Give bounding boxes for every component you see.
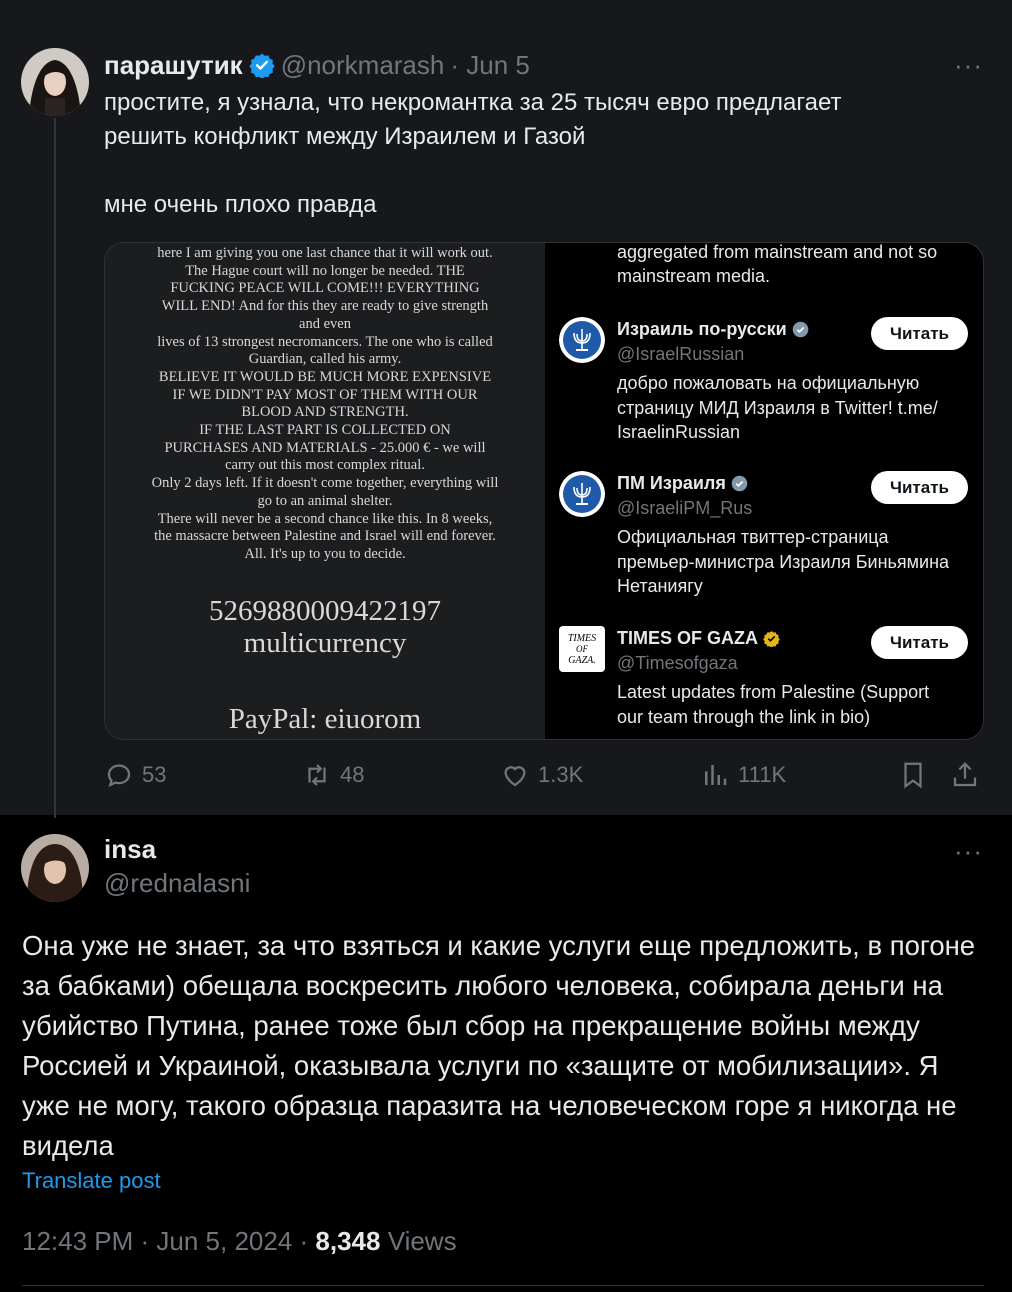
reply-icon: [104, 760, 134, 790]
views-count: 111K: [738, 762, 787, 787]
times-of-gaza-logo: [559, 626, 605, 672]
reply-count: 53: [142, 762, 167, 787]
views-total: 8,348: [315, 1226, 381, 1256]
account-bio: Latest updates from Palestine (Support our team through the link in bio): [617, 682, 930, 727]
bookmark-button[interactable]: [898, 760, 928, 790]
svg-text:GAZA.: GAZA.: [568, 655, 596, 666]
translate-post-link[interactable]: Translate post: [22, 1168, 161, 1193]
tweet-header: [104, 48, 530, 82]
tweet-media[interactable]: [104, 242, 984, 740]
views-button[interactable]: [700, 760, 786, 790]
bookmark-icon: [898, 760, 928, 790]
repost-count: 48: [340, 762, 365, 787]
avatar[interactable]: [21, 48, 89, 116]
account-suggestion: [545, 471, 983, 611]
more-options-icon[interactable]: ···: [954, 50, 983, 80]
repost-button[interactable]: [302, 760, 364, 790]
divider: [22, 1285, 984, 1286]
author-name[interactable]: insa: [104, 834, 157, 864]
author-handle[interactable]: @rednalasni: [104, 868, 251, 898]
follow-button: Читать: [871, 471, 968, 504]
share-icon: [950, 760, 980, 790]
aggregated-text: aggregated from mainstream and not so mainstream media.: [617, 242, 938, 286]
like-count: 1.3K: [538, 762, 584, 787]
verified-gold-badge-icon: [763, 630, 780, 647]
note-text: here I am giving you one last chance that it will work out. The Hague court will no longer be needed. THE FUCKING PEACE WILL COME!!! EVERYTHING WILL END! And for this they are ready to give strength and even lives of 13 strongest necromancers. The one who is called Guardian, called his army. BELIEVE IT WOULD BE MUCH MORE EXPENSIVE IF WE DIDN'T PAY MOST OF THEM WITH OUR BLOOD AND STRENGTH. IF THE LAST PART IS COLLECTED ON PURCHASES AND MATERIALS - 25.000 € - we will carry out this most complex ritual. Only 2 days left. If it doesn't come together, everything will go to an animal shelter. There will never be a second chance like this. In 8 weeks, the massacre between Palestine and Israel will end forever. All. It's up to you to decide.: [151, 245, 499, 562]
views-label: Views: [380, 1226, 457, 1256]
tweet-meta: [22, 1226, 457, 1257]
tweet-text: Она уже не знает, за что взяться и какие услуги еще предложить, в погоне за бабками) обещала воскресить любого человека, собирала деньги на убийство Путина, ранее тоже был сбор на прекращение войны между Россией и Украиной, оказывала услуги по «защите от мобилизации». Я уже не могу, такого образца паразита на человеческом горе я никогда не видела: [22, 930, 976, 1161]
follow-button: Читать: [871, 626, 968, 659]
media-image-note: [105, 243, 545, 739]
account-suggestion: [545, 626, 983, 740]
like-button[interactable]: [500, 760, 583, 790]
thread-connector-line: [54, 118, 56, 818]
account-suggestion: [545, 317, 983, 457]
account-bio: добро пожаловать на официальную страницу МИД Израиля в Twitter! t.me/ IsraelinRussian: [617, 373, 938, 442]
account-handle: @Timesofgaza: [617, 653, 738, 673]
menorah-emblem-icon: [559, 471, 605, 517]
menorah-emblem-icon: [559, 317, 605, 363]
avatar-image: [21, 48, 89, 116]
account-name: ПМ Израиля: [617, 473, 748, 494]
paypal-text: PayPal: eiuorom: [228, 703, 422, 735]
account-bio: Официальная твиттер-страница премьер-министра Израиля Биньямина Нетаниягу: [617, 527, 950, 596]
avatar-image: [21, 834, 89, 902]
heart-icon: [500, 760, 530, 790]
svg-text:TIMES: TIMES: [567, 633, 597, 644]
tweet-actions: [104, 760, 982, 794]
reply-button[interactable]: [104, 760, 166, 790]
account-handle: @IsraelRussian: [617, 344, 745, 364]
author-name[interactable]: парашутик: [104, 49, 243, 80]
verified-badge-icon: [249, 52, 275, 78]
avatar[interactable]: [21, 834, 89, 902]
tweet-text: простите, я узнала, что некромантка за 25 тысяч евро предлагает решить конфликт между Израилем и Газой мне очень плохо правда: [104, 89, 842, 218]
views-chart-icon: [700, 760, 730, 790]
account-name: Израиль по-русски: [617, 319, 809, 340]
media-image-accounts: [545, 243, 983, 739]
more-options-icon[interactable]: ···: [954, 836, 983, 866]
svg-text:OF: OF: [576, 644, 588, 654]
share-button[interactable]: [950, 760, 980, 790]
author-handle[interactable]: @norkmarash: [280, 49, 445, 80]
card-currency: multicurrency: [243, 627, 407, 659]
account-handle: @IsraeliPM_Rus: [617, 498, 753, 518]
follow-button: Читать: [871, 317, 968, 350]
account-name: TIMES OF GAZA: [617, 628, 780, 649]
verified-gray-badge-icon: [731, 475, 748, 492]
verified-gray-badge-icon: [792, 321, 809, 338]
repost-icon: [302, 760, 332, 790]
card-number: 5269880009422197: [209, 595, 441, 627]
tweet-date[interactable]: · Jun 5: [450, 49, 530, 80]
tweet-timestamp[interactable]: 12:43 PM · Jun 5, 2024 ·: [22, 1226, 316, 1256]
